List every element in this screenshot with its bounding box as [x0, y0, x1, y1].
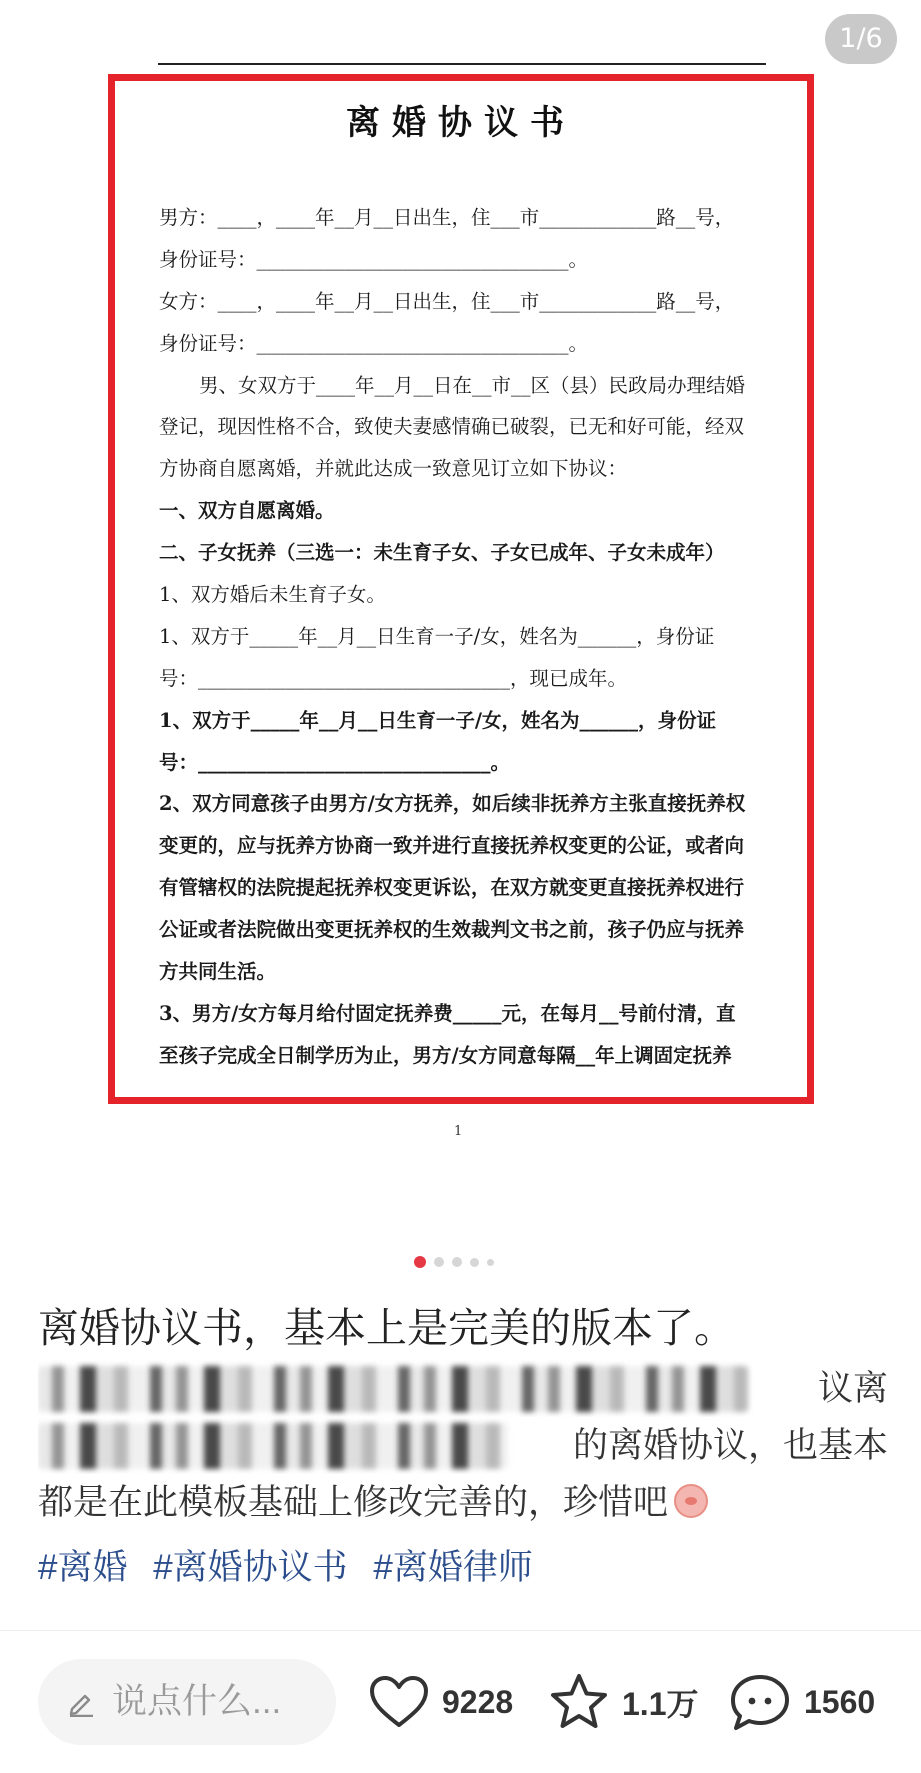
comment-input[interactable] [110, 1681, 314, 1723]
document-line: 方共同生活。 [159, 960, 277, 984]
blurred-text [38, 1423, 508, 1469]
document-line: 公证或者法院做出变更抚养权的生效裁判文书之前，孩子仍应与抚养 [159, 918, 745, 942]
document-line: 2、双方同意孩子由男方/女方抚养，如后续非抚养方主张直接抚养权 [159, 792, 746, 816]
post-body-text: 都是在此模板基础上修改完善的，珍惜吧 [38, 1483, 669, 1522]
pencil-icon [66, 1687, 96, 1717]
hashtag-link[interactable]: #离婚 [38, 1548, 128, 1587]
carousel-dot [470, 1258, 479, 1267]
carousel-dot [414, 1256, 426, 1268]
comment-button[interactable] [728, 1664, 875, 1740]
like-count: 9228 [442, 1683, 514, 1720]
document-line: 变更的，应与抚养方协商一致并进行直接抚养权变更的公证，或者向 [159, 834, 745, 858]
document-line: 3、男方/女方每月给付固定抚养费_____元，在每月__号前付清，直 [159, 1001, 736, 1025]
comment-input-box[interactable] [38, 1659, 336, 1745]
bottom-bar-divider [0, 1630, 921, 1631]
document-line: 男、女双方于____年__月__日在__市__区（县）民政局办理结婚 [199, 373, 746, 397]
favorite-count: 1.1万 [622, 1686, 699, 1722]
document-body [159, 197, 767, 1077]
document-line: 方协商自愿离婚，并就此达成一致意见订立如下协议： [159, 457, 628, 481]
document-line: 至孩子完成全日制学历为止，男方/女方同意每隔__年上调固定抚养 [159, 1043, 732, 1067]
blurred-text [38, 1366, 748, 1412]
document-line: 女方：____，____年__月__日出生，住___市____________路__号， [159, 289, 735, 313]
post-body-line [38, 1474, 888, 1531]
document-page-number: 1 [454, 1124, 463, 1139]
comment-bubble-icon [728, 1672, 792, 1732]
agreement-document-image[interactable] [108, 74, 814, 1104]
document-line: 有管辖权的法院提起抚养权变更诉讼，在双方就变更直接抚养权进行 [159, 876, 745, 900]
document-line: 男方：____，____年__月__日出生，住___市____________路__号， [159, 206, 735, 229]
post-body [38, 1360, 888, 1531]
star-icon [548, 1672, 610, 1732]
comment-count: 1560 [804, 1683, 876, 1720]
like-button[interactable] [368, 1664, 513, 1740]
document-line: 一、双方自愿离婚。 [159, 499, 335, 523]
favorite-button[interactable] [548, 1664, 699, 1740]
carousel-dot [487, 1259, 494, 1266]
document-line: 号：________________________________，现已成年。 [159, 666, 628, 690]
document-line: 二、子女抚养（三选一：未生育子女、子女已成年、子女未成年） [159, 541, 725, 565]
post-title: 离婚协议书，基本上是完美的版本了。 [38, 1305, 735, 1351]
document-line: 身份证号：________________________________。 [159, 247, 589, 271]
post-body-line [38, 1360, 888, 1417]
document-line: 号：______________________________。 [159, 750, 511, 774]
hashtag-link[interactable]: #离婚协议书 [153, 1548, 348, 1587]
document-line: 身份证号：________________________________。 [159, 331, 589, 355]
document-top-rule [158, 63, 766, 65]
document-line: 1、双方于_____年__月__日生育一子/女，姓名为______，身份证 [159, 708, 716, 732]
document-line: 1、双方于_____年__月__日生育一子/女，姓名为______，身份证 [159, 624, 715, 648]
image-page-counter: 1/6 [825, 14, 897, 64]
carousel-dot [452, 1257, 462, 1267]
document-title: 离婚协议书 [346, 103, 576, 143]
carousel-dot [434, 1257, 444, 1267]
document-line: 1、双方婚后未生育子女。 [159, 583, 386, 607]
heart-icon [368, 1674, 430, 1730]
document-line: 登记，现因性格不合，致使夫妻感情确已破裂，已无和好可能，经双 [159, 415, 745, 439]
hashtag-link[interactable]: #离婚律师 [373, 1548, 533, 1587]
pig-emoji-icon [674, 1484, 708, 1518]
post-body-text: 议离 [817, 1369, 888, 1408]
hashtag-list [38, 1539, 549, 1596]
post-body-text: 的离婚协议，也基本 [572, 1426, 888, 1465]
post-body-line [38, 1417, 888, 1474]
